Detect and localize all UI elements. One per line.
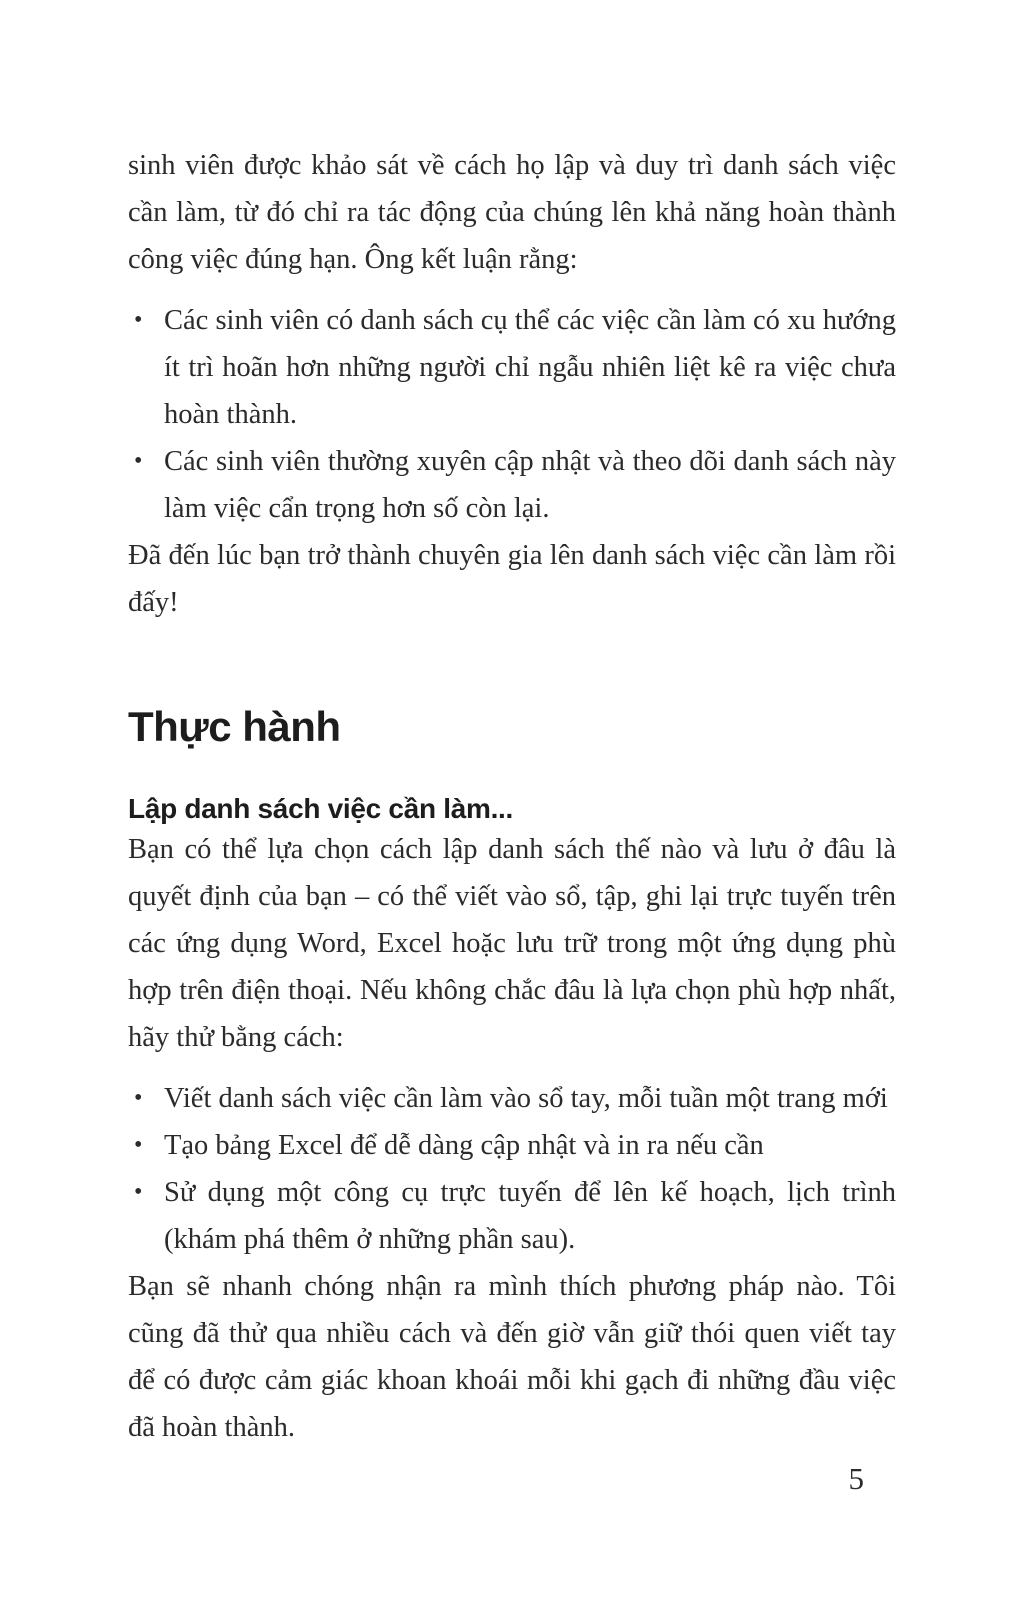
bullet-item-text: Các sinh viên có danh sách cụ thể các việc cần làm có xu hướng ít trì hoãn hơn những người chỉ ngẫu nhiên liệt kê ra việc chưa hoàn thành. [164,305,896,430]
list-item [128,1075,896,1122]
list-item [128,1169,896,1263]
closing-paragraph: Đã đến lúc bạn trở thành chuyên gia lên danh sách việc cần làm rồi đấy! [128,540,896,618]
bullet-item-text: Viết danh sách việc cần làm vào sổ tay, mỗi tuần một trang mới [164,1082,888,1114]
bullet-list-methods [128,1075,896,1263]
bullet-item-text: Sử dụng một công cụ trực tuyến để lên kế hoạch, lịch trình (khám phá thêm ở những phần sau). [164,1176,896,1255]
final-paragraph: Bạn sẽ nhanh chóng nhận ra mình thích phương pháp nào. Tôi cũng đã thử qua nhiều cách và đến giờ vẫn giữ thói quen viết tay để có được cảm giác khoan khoái mỗi khi gạch đi những đầu việc đã hoàn thành. [128,1270,896,1443]
bullet-icon: • [134,1084,143,1111]
bullet-icon: • [134,1131,143,1158]
list-item [128,438,896,532]
sub-heading: Lập danh sách việc cần làm... [128,793,514,825]
page-number: 5 [848,1461,864,1496]
bullet-item-text: Các sinh viên thường xuyên cập nhật và theo dõi danh sách này làm việc cẩn trọng hơn số còn lại. [164,446,896,524]
practice-paragraph: Bạn có thể lựa chọn cách lập danh sách thế nào và lưu ở đâu là quyết định của bạn – có thể viết vào sổ, tập, ghi lại trực tuyến trên các ứng dụng Word, Excel hoặc lưu trữ trong một ứng dụng phù hợp trên điện thoại. Nếu không chắc đâu là lựa chọn phù hợp nhất, hãy thử bằng cách: [128,833,896,1053]
intro-paragraph: sinh viên được khảo sát về cách họ lập và duy trì danh sách việc cần làm, từ đó chỉ ra tác động của chúng lên khả năng hoàn thành công việc đúng hạn. Ông kết luận rằng: [128,150,896,275]
bullet-item-text: Tạo bảng Excel để dễ dàng cập nhật và in ra nếu cần [164,1129,764,1161]
bullet-icon: • [134,307,143,333]
bullet-list-findings [128,297,896,532]
section-heading: Thực hành [128,703,341,750]
bullet-icon: • [134,448,143,474]
list-item [128,1122,896,1169]
list-item [128,297,896,438]
bullet-icon: • [134,1178,143,1205]
